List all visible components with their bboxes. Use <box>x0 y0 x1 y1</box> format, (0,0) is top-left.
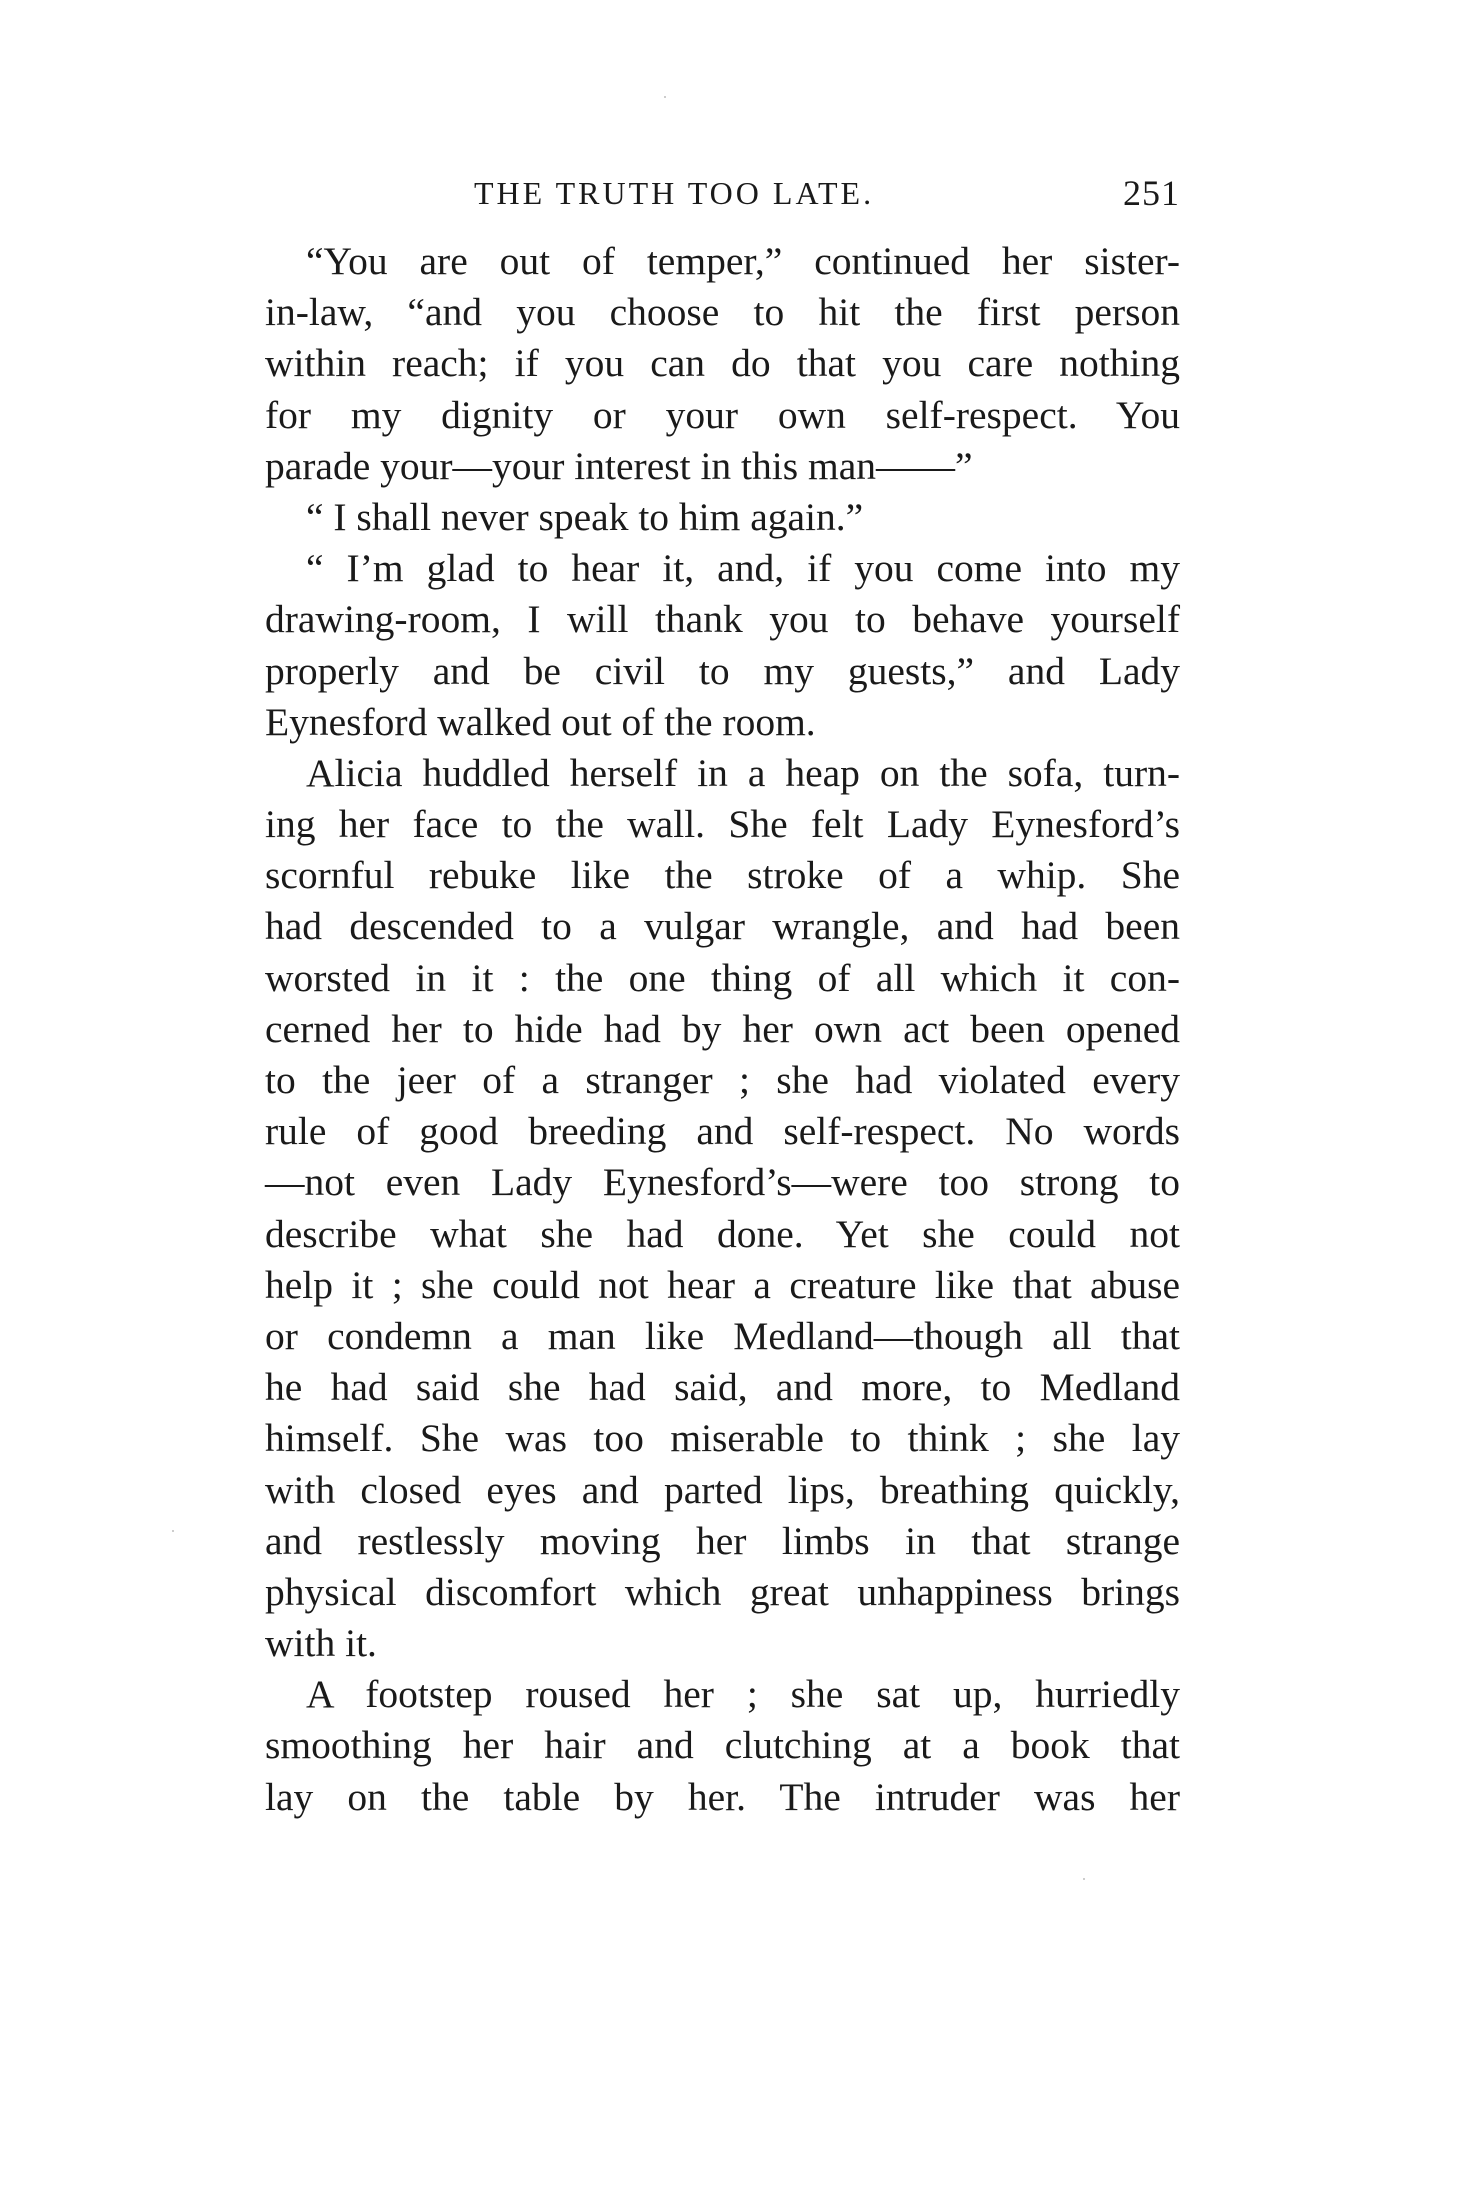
page-number: 251 <box>1123 173 1180 213</box>
text-line: or condemn a man like Medland—though all that <box>265 1313 1180 1358</box>
text-line: “You are out of temper,” continued her sister- <box>306 239 1180 283</box>
text-line: he had said she had said, and more, to Medland <box>265 1365 1180 1410</box>
paragraph <box>224 748 1180 1669</box>
text-line: Eynesford walked out of the room. <box>265 699 816 744</box>
text-line: —not even Lady Eynesford’s—were too strong to <box>265 1160 1180 1205</box>
text-line: scornful rebuke like the stroke of a whip. She <box>265 853 1180 898</box>
paragraph <box>224 543 1180 748</box>
paper-speck <box>1083 1878 1085 1880</box>
text-line: and restlessly moving her limbs in that strange <box>265 1518 1180 1563</box>
text-line: with it. <box>265 1621 377 1666</box>
text-line: within reach; if you can do that you care nothing <box>265 341 1180 386</box>
text-line: to the jeer of a stranger ; she had violated every <box>265 1058 1180 1102</box>
text-line: “ I’m glad to hear it, and, if you come into my <box>306 546 1180 591</box>
text-line: cerned her to hide had by her own act been opened <box>265 1006 1180 1051</box>
paper-speck <box>172 1530 174 1532</box>
text-line: describe what she had done. Yet she could not <box>265 1211 1180 1256</box>
text-line: properly and be civil to my guests,” and Lady <box>265 648 1180 693</box>
paper-speck <box>664 96 666 98</box>
text-line: drawing-room, I will thank you to behave yourself <box>265 597 1180 642</box>
text-line: Alicia huddled herself in a heap on the sofa, turn- <box>306 750 1180 795</box>
body-text <box>224 236 1180 1823</box>
text-line: worsted in it : the one thing of all which it con- <box>265 955 1180 1000</box>
text-line: in-law, “and you choose to hit the first person <box>265 290 1180 335</box>
text-line: smoothing her hair and clutching at a book that <box>265 1723 1180 1768</box>
text-line: “ I shall never speak to him again.” <box>306 494 864 539</box>
paragraph <box>224 1669 1180 1823</box>
text-line: ing her face to the wall. She felt Lady Eynesford’s <box>265 802 1180 847</box>
text-line: parade your—your interest in this man——” <box>265 443 973 488</box>
text-line: help it ; she could not hear a creature like that abuse <box>265 1262 1180 1307</box>
text-line: physical discomfort which great unhappiness brings <box>265 1569 1180 1614</box>
paragraph <box>224 236 1180 492</box>
text-line: A footstep roused her ; she sat up, hurriedly <box>306 1672 1180 1717</box>
text-line: had descended to a vulgar wrangle, and had been <box>265 904 1180 949</box>
text-line: himself. She was too miserable to think ; she lay <box>265 1416 1180 1461</box>
text-line: for my dignity or your own self-respect. You <box>265 392 1180 437</box>
paragraph <box>224 492 1180 543</box>
text-line: rule of good breeding and self-respect. No words <box>265 1109 1180 1154</box>
text-line: lay on the table by her. The intruder was her <box>265 1774 1180 1819</box>
text-line: with closed eyes and parted lips, breathing quickly, <box>265 1467 1180 1512</box>
running-head <box>224 168 1180 218</box>
running-title: THE TRUTH TOO LATE. <box>474 175 875 211</box>
